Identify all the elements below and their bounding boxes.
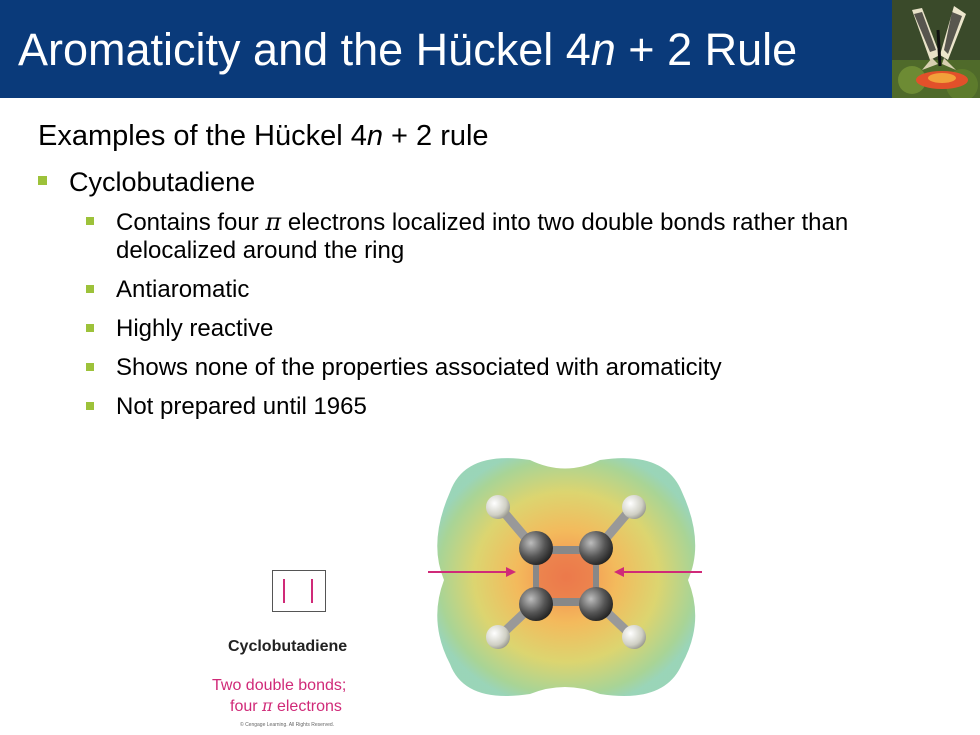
- bullet-square-icon: [86, 363, 94, 371]
- butterfly-photo-image: [892, 0, 980, 98]
- sub-bullet-list: [86, 208, 966, 432]
- sub-bullet-item: Highly reactive: [86, 315, 966, 343]
- bullet-cyclobutadiene: Cyclobutadiene: [38, 165, 255, 199]
- sub-bullet-item: Antiaromatic: [86, 276, 966, 304]
- bullet-square-icon: [86, 285, 94, 293]
- structure-label: Cyclobutadiene: [228, 638, 348, 655]
- electrostatic-potential-map-image: [420, 452, 710, 707]
- cyclobutadiene-structure-diagram: [272, 570, 326, 612]
- sub-bullet-item: Not prepared until 1965: [86, 393, 966, 421]
- caption-line-2: four π electrons: [230, 696, 342, 715]
- sub-bullet-item: Contains four π electrons localized into two double bonds rather than delocalized around the ring: [86, 208, 966, 265]
- caption-line-1: Two double bonds;: [212, 677, 347, 694]
- slide-title: Aromaticity and the Hückel 4n + 2 Rule: [18, 24, 798, 75]
- double-bond-mark: [283, 579, 285, 603]
- bullet-square-icon: [86, 217, 94, 225]
- bullet-square-icon: [86, 324, 94, 332]
- slide-subtitle: Examples of the Hückel 4n + 2 rule: [38, 120, 489, 152]
- double-bond-mark: [311, 579, 313, 603]
- bullet-square-icon: [38, 176, 47, 185]
- title-bar: [0, 0, 980, 98]
- sub-bullet-item: Shows none of the properties associated with aromaticity: [86, 354, 966, 382]
- bullet-square-icon: [86, 402, 94, 410]
- copyright-notice: © Cengage Learning. All Rights Reserved.: [240, 722, 335, 728]
